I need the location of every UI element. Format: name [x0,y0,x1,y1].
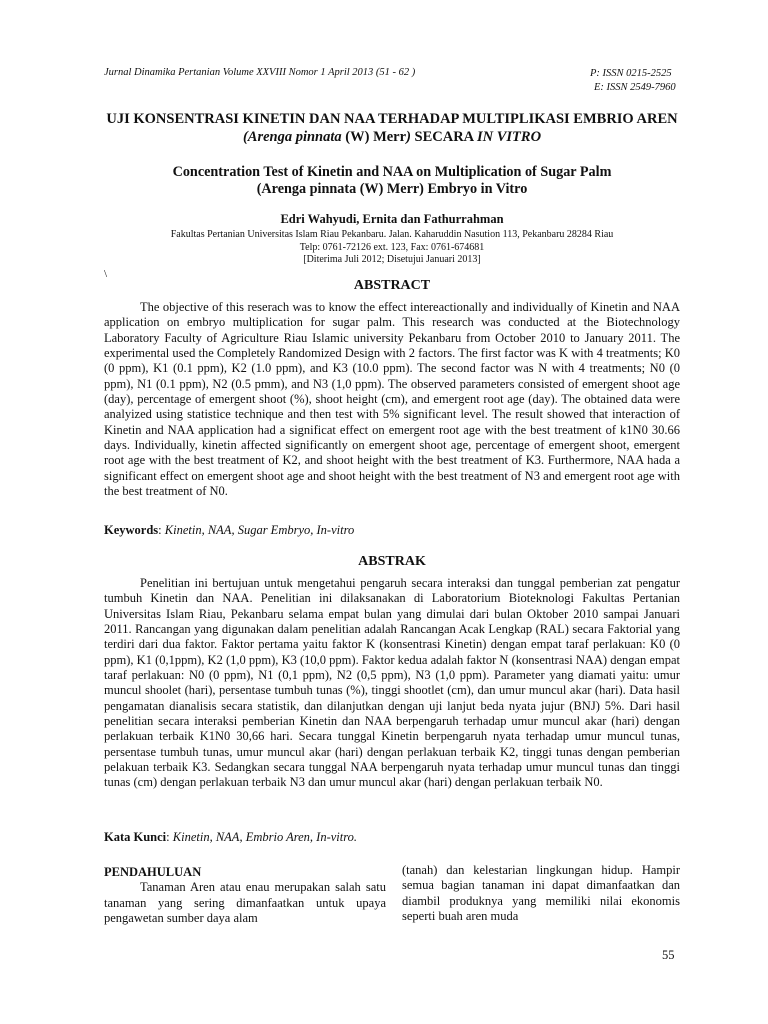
keywords-list: Kinetin, NAA, Sugar Embryo, In-vitro [164,523,355,537]
authors: Edri Wahyudi, Ernita dan Fathurrahman [280,212,504,226]
affiliation-dates: [Diterima Juli 2012; Disetujui Januari 2013] [303,254,481,265]
keywords: Keywords: Kinetin, NAA, Sugar Embryo, In-vitro [104,523,355,537]
affiliation-address: Fakultas Pertanian Universitas Islam Riau Pekanbaru. Jalan. Kaharuddin Nasution 113, Pekanbaru 28284 Riau [170,229,614,240]
title-id-species: (Arenga pinnata [242,129,342,145]
title-id-part2: (W) Merr [345,129,407,145]
abstract-heading: ABSTRACT [353,278,431,293]
affiliation [104,229,680,267]
title-indonesian [104,110,680,146]
issn-block [590,67,676,95]
e-issn: E: ISSN 2549-7960 [594,82,676,93]
page-number: 55 [662,948,675,962]
intro-right-column: (tanah) dan kelestarian lingkungan hidup. Hampir semua bagian tanaman ini dapat dimanfaatkan dan diambil produknya yang memiliki nilai ekonomis seperti buah aren muda [402,863,680,923]
title-en-line1: Concentration Test of Kinetin and NAA on Multiplication of Sugar Palm [172,164,612,180]
affiliation-phone: Telp: 0761-72126 ext. 123, Fax: 0761-674681 [299,241,485,253]
title-english [104,164,680,198]
kata-kunci-label: Kata Kunci [104,830,167,844]
abstract-body: The objective of this reserach was to know the effect intereactionally and individually of Kinetin and NAA application on embryo multiplication for sugar palm. This research was conducted at the Biotechnology Laboratory Faculty of Agriculture Riau Islamic university Pekanbaru from October 2010 to January 2011. The experimental used the Completely Randomized Design with 2 factors. The first factor was K with 4 treatments; K0 (0 ppm), K1 (0.1 ppm), K2 (1.0 ppm), and K3 (10.0 ppm). The second factor was N with 4 treatments; N0 (0 ppm), N1 (0.1 ppm), N2 (0.5 pmm), and N3 (1,0 ppm). The observed parameters consisted of emergent shoot age (day), percentage of emergent shoot (%), shoot height (cm), and emergent root age (day). The obtained data were analyized using statistice technique and then test with 5% significant level. The result showed that interaction of Kinetin and NAA application had a significat effect on emergent root age with the best treatment of k1N0 30.66 days. Individually, kinetin affected significantly on emergent shoot age, percentage of emergent shoot, emergent root age with the best treatment of K2, and shoot height with the best treatment of K3. Furthermore, NAA hada a significant effect on emergent shoot age and shoot height with the best treatment of N3 and emergent root age with the best treatment of N0. [104,300,680,499]
intro-heading: PENDAHULUAN [104,865,202,879]
title-id-paren: ) [406,129,411,145]
journal-citation: Jurnal Dinamika Pertanian Volume XXVIII Nomor 1 April 2013 (51 - 62 ) [104,67,416,78]
kata-kunci: Kata Kunci: Kinetin, NAA, Embrio Aren, In-vitro. [104,830,358,844]
p-issn: P: ISSN 0215-2525 [590,68,672,79]
title-en-line2: (Arenga pinnata (W) Merr) Embryo in Vitro [256,181,528,197]
title-id-part1: UJI KONSENTRASI KINETIN DAN NAA TERHADAP MULTIPLIKASI EMBRIO AREN [106,111,678,127]
intro-left-text: Tanaman Aren atau enau merupakan salah satu tanaman yang sering dimanfaatkan untuk upaya pengawetan sumber daya alam [104,880,386,925]
abstrak-heading: ABSTRAK [358,554,426,569]
title-id-part3: SECARA [414,129,474,145]
intro-left-column [104,865,386,926]
title-id-invitro: IN VITRO [476,129,542,145]
kata-kunci-list: Kinetin, NAA, Embrio Aren, In-vitro. [172,830,358,844]
keywords-label: Keywords [104,523,159,537]
abstrak-body: Penelitian ini bertujuan untuk mengetahui pengaruh secara interaksi dan tunggal pemberian zat pengatur tumbuh Kinetin dan NAA. Penelitian ini dilaksanakan di Laboratorium Bioteknologi Fakultas Pertanian Universitas Islam Riau, Pekanbaru selama empat bulan yang dimulai dari bulan Oktober 2010 sampai Januari 2011. Rancangan yang digunakan dalam penelitian adalah Rancangan Acak Lengkap (RAL) secara Faktorial yang terdiri dari dua faktor. Faktor pertama yaitu faktor K (konsentrasi Kinetin) dengan empat taraf perlakuan: K0 (0 ppm), K1 (0,1ppm), K2 (1,0 ppm), K3 (10,0 ppm). Faktor kedua adalah faktor N (konsentrasi NAA) dengan empat taraf perlakuan: N0 (0 ppm), N1 (0,1 ppm), N2 (0,5 ppm), N3 (1,0 ppm). Parameter yang diamati yaitu: umur muncul shoolet (hari), persentase tumbuh tunas (%), tinggi shootlet (cm), dan umur muncul akar (hari). Data hasil pengamatan dianalisis secara statistik, dan dilanjutkan dengan uji lanjut beda nyata jujur (BNJ) 5%. Dari hasil penelitian secara interaksi pemberian Kinetin dan NAA berpengaruh terhadap umur muncul akar (hari) dengan perlakuan terbaik K1N0 30,66 hari. Secara tunggal Kinetin berpengaruh nyata terhadap umur muncul tunas, persentase tumbuh tunas, umur muncul akar (hari) dengan perlakuan terbaik K2, tinggi tunas dengan pemberian pelakuan terbaik K3. Sedangkan secara tunggal NAA berpengaruh nyata terhadap umur muncul tunas dan tinggi tunas (cm) dengan perlakuan terbaik N3 dan umur muncul akar (hari) dengan perlakuan terbaik N0. [104,576,680,790]
stray-mark: \ [104,268,108,280]
